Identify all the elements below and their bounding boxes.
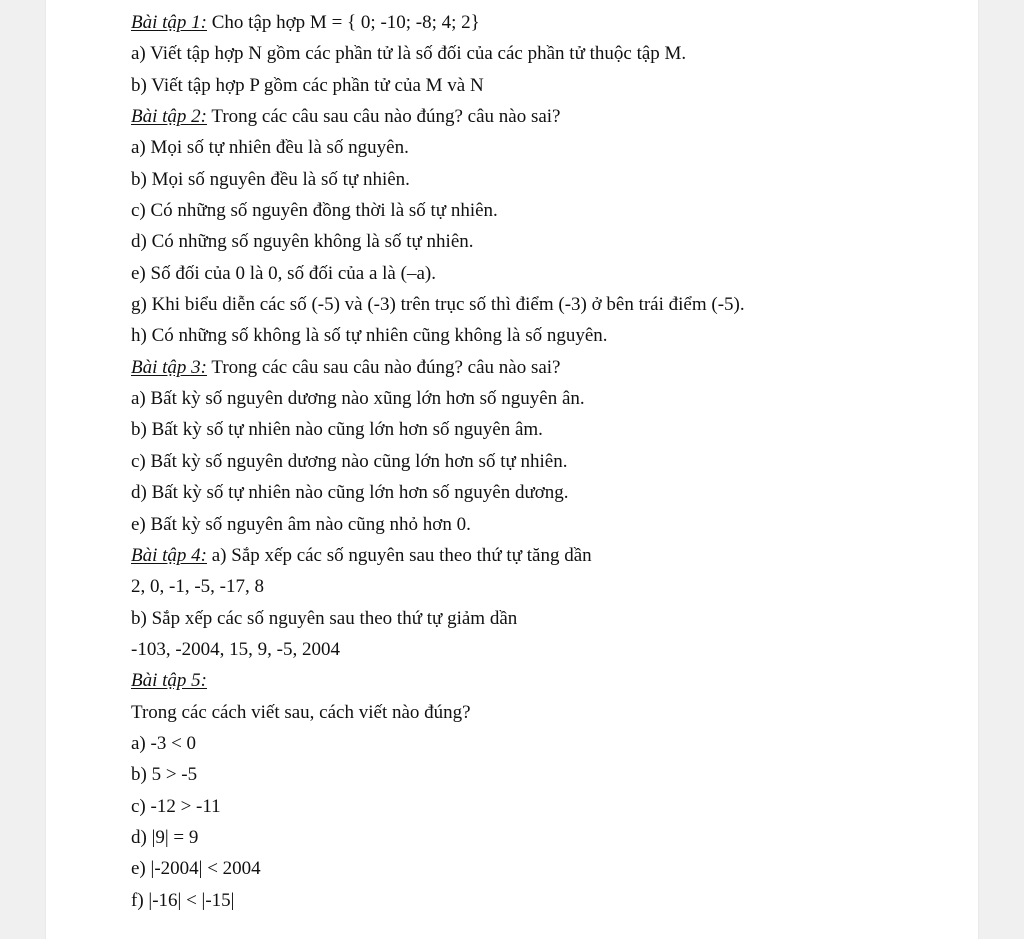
- exercise-4-item-b: b) Sắp xếp các số nguyên sau theo thứ tự giảm dần: [131, 607, 518, 629]
- exercise-3-title: [131, 352, 951, 383]
- document-page: [46, 0, 978, 939]
- exercise-text: a) Sắp xếp các số nguyên sau theo thứ tự tăng dần: [207, 544, 592, 566]
- exercise-4-title: [131, 540, 951, 571]
- exercise-1-title: [131, 7, 951, 38]
- exercise-4-numbers-a: 2, 0, -1, -5, -17, 8: [131, 576, 264, 598]
- exercise-text: Trong các câu sau câu nào đúng? câu nào sai?: [207, 106, 561, 128]
- exercise-3-item-d: d) Bất kỳ số tự nhiên nào cũng lớn hơn số nguyên dương.: [131, 482, 569, 504]
- exercise-5-item-a: a) -3 < 0: [131, 732, 197, 754]
- exercise-1-item-a: a) Viết tập hợp N gồm các phần tử là số đối của các phần tử thuộc tập M.: [131, 43, 687, 65]
- exercise-3-item-a: a) Bất kỳ số nguyên dương nào xũng lớn hơn số nguyên ân.: [131, 388, 585, 410]
- exercise-heading: Bài tập 3:: [131, 356, 207, 378]
- exercise-5-item-e: e) |-2004| < 2004: [131, 858, 261, 880]
- exercise-2-item-b: b) Mọi số nguyên đều là số tự nhiên.: [131, 168, 410, 190]
- exercise-1-item-b: b) Viết tập hợp P gồm các phần tử của M và N: [131, 74, 484, 96]
- exercise-4-numbers-b: -103, -2004, 15, 9, -5, 2004: [131, 638, 340, 660]
- exercise-heading: Bài tập 5:: [131, 670, 207, 692]
- exercise-5-item-d: d) |9| = 9: [131, 826, 199, 848]
- exercise-2-item-h: h) Có những số không là số tự nhiên cũng không là số nguyên.: [131, 325, 608, 347]
- exercise-5-question: Trong các cách viết sau, cách viết nào đúng?: [131, 701, 471, 723]
- exercise-2-item-e: e) Số đối của 0 là 0, số đối của a là (–a).: [131, 262, 436, 284]
- document-body: [131, 7, 951, 916]
- exercise-heading: Bài tập 1:: [131, 12, 207, 33]
- exercise-2-title: [131, 101, 951, 132]
- exercise-3-item-b: b) Bất kỳ số tự nhiên nào cũng lớn hơn số nguyên âm.: [131, 419, 543, 441]
- exercise-3-item-e: e) Bất kỳ số nguyên âm nào cũng nhỏ hơn 0.: [131, 513, 471, 535]
- exercise-5-item-f: f) |-16| < |-15|: [131, 889, 235, 911]
- exercise-heading: Bài tập 4:: [131, 544, 207, 566]
- exercise-heading: Bài tập 2:: [131, 106, 207, 128]
- exercise-5-item-b: b) 5 > -5: [131, 764, 198, 786]
- exercise-2-item-d: d) Có những số nguyên không là số tự nhiên.: [131, 231, 474, 253]
- exercise-5-item-c: c) -12 > -11: [131, 795, 221, 817]
- exercise-text: Cho tập hợp M = { 0; -10; -8; 4; 2}: [207, 12, 480, 33]
- exercise-5-title: [131, 665, 951, 696]
- exercise-2-item-a: a) Mọi số tự nhiên đều là số nguyên.: [131, 137, 409, 159]
- exercise-text: Trong các câu sau câu nào đúng? câu nào sai?: [207, 356, 561, 378]
- exercise-2-item-c: c) Có những số nguyên đồng thời là số tự nhiên.: [131, 200, 498, 222]
- exercise-2-item-g: g) Khi biểu diễn các số (-5) và (-3) trên trục số thì điểm (-3) ở bên trái điểm (-5).: [131, 294, 745, 316]
- exercise-3-item-c: c) Bất kỳ số nguyên dương nào cũng lớn hơn số tự nhiên.: [131, 450, 568, 472]
